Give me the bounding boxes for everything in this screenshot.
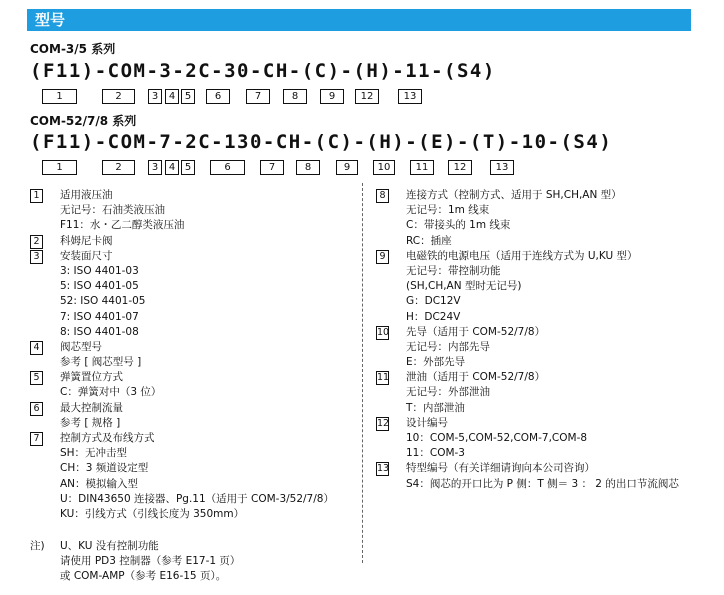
legend-text: G：DC12V (406, 295, 461, 308)
legend-number-box: 9 (376, 250, 389, 264)
legend-right-column (376, 188, 696, 492)
legend-line (30, 294, 360, 309)
legend-text: 5: ISO 4401-05 (60, 280, 139, 293)
part-number-box: 1 (42, 89, 77, 104)
legend-line (30, 370, 360, 385)
part-number-box: 3 (148, 89, 162, 104)
legend-number-box: 3 (30, 250, 43, 264)
legend-text: F11：水・乙二醇类液压油 (60, 219, 185, 232)
legend-line (376, 294, 696, 309)
legend-number-box: 10 (377, 326, 390, 338)
legend-line (376, 310, 696, 325)
legend-line (376, 416, 696, 431)
legend-text: 先导（适用于 COM-52/7/8） (406, 325, 546, 338)
part-number-box: 4 (165, 89, 179, 104)
legend-text: T：内部泄油 (406, 401, 465, 414)
legend-line (30, 340, 360, 355)
legend-number-box: 1 (30, 189, 43, 203)
legend-text: 最大控制流量 (60, 401, 123, 414)
legend-line (30, 492, 360, 507)
legend-text: U：DIN43650 连接器、Pg.11（适用于 COM-3/52/7/8） (60, 492, 334, 505)
legend-line (376, 249, 696, 264)
part-number-box: 12 (355, 89, 379, 104)
part-number-box: 7 (246, 89, 270, 104)
legend-line (30, 385, 360, 400)
note-line: 或 COM-AMP（参考 E16-15 页）。 (60, 570, 227, 583)
part-number-box: 6 (210, 160, 245, 175)
legend-number-box: 2 (30, 235, 43, 249)
section-header (27, 9, 691, 31)
legend-line (376, 477, 696, 492)
part-number-box: 12 (448, 160, 472, 175)
legend-text: AN：模拟输入型 (60, 477, 139, 490)
legend-number-box: 4 (30, 341, 43, 355)
legend-line (30, 264, 360, 279)
part-number-box: 5 (181, 89, 195, 104)
part-number-box: 1 (42, 160, 77, 175)
part-number-box: 4 (165, 160, 179, 175)
part-number-box: 10 (373, 160, 395, 175)
note-line: U、KU 没有控制功能 (60, 540, 159, 552)
legend-text: 参考 [ 规格 ] (60, 416, 121, 429)
legend-line (376, 370, 696, 385)
legend-text: CH：3 频道设定型 (60, 462, 149, 475)
model-code-2: (F11)-COM-7-2C-130-CH-(C)-(H)-(E)-(T)-10-(S4) (30, 131, 613, 153)
legend-line (30, 203, 360, 218)
legend-line (376, 340, 696, 355)
note-label: 注) (30, 540, 45, 552)
legend-number-box: 8 (376, 189, 389, 203)
legend-line (30, 401, 360, 416)
legend-line (376, 234, 696, 249)
legend-text: S4：阀芯的开口比为 P 侧：T 侧＝ 3 ： 2 的出口节流阀芯 (406, 477, 679, 490)
legend-line (30, 416, 360, 431)
part-number-box: 7 (260, 160, 284, 175)
legend-text: 阀芯型号 (60, 340, 102, 353)
legend-number-box: 13 (377, 463, 390, 475)
legend-line (376, 461, 696, 476)
legend-text: 连接方式（控制方式、适用于 SH,CH,AN 型） (406, 189, 622, 201)
legend-line (376, 264, 696, 279)
legend-line (376, 188, 696, 203)
legend-line (30, 310, 360, 325)
part-number-box: 11 (410, 160, 434, 175)
legend-left-column (30, 188, 360, 522)
legend-line (30, 218, 360, 233)
legend-text: RC：插座 (406, 234, 452, 247)
legend-text: SH：无冲击型 (60, 447, 128, 460)
legend-text: 7: ISO 4401-07 (60, 310, 139, 323)
legend-line (30, 477, 360, 492)
legend-text: 10：COM-5,COM-52,COM-7,COM-8 (406, 432, 588, 444)
legend-number-box: 12 (377, 417, 390, 429)
legend-number-box: 11 (377, 372, 390, 384)
legend-text: 设计编号 (406, 416, 448, 429)
legend-text: 52: ISO 4401-05 (60, 295, 146, 308)
legend-line (30, 325, 360, 340)
model-code-1: (F11)-COM-3-2C-30-CH-(C)-(H)-11-(S4) (30, 60, 496, 82)
legend-text: (SH,CH,AN 型时无记号) (406, 280, 522, 293)
note-line: 请使用 PD3 控制器（参考 E17-1 页） (60, 555, 241, 568)
part-number-box: 8 (283, 89, 307, 104)
legend-number-box: 7 (30, 432, 43, 446)
part-number-box: 2 (102, 89, 135, 104)
legend-text: 弹簧置位方式 (60, 371, 123, 384)
legend-text: 无记号：外部泄油 (406, 386, 490, 399)
part-number-box: 13 (398, 89, 422, 104)
legend-line (30, 461, 360, 476)
legend-text: KU：引线方式（引线长度为 350mm） (60, 507, 245, 520)
legend-text: 8: ISO 4401-08 (60, 325, 139, 338)
legend-line (376, 446, 696, 461)
part-number-box: 13 (490, 160, 514, 175)
legend-line (376, 325, 696, 340)
series-title-2: COM-52/7/8 系列 (30, 114, 137, 128)
legend-text: C：弹簧对中（3 位） (60, 386, 162, 399)
series-title-1: COM-3/5 系列 (30, 42, 116, 56)
legend-text: 11：COM-3 (406, 447, 465, 460)
part-number-box: 3 (148, 160, 162, 175)
legend-line (30, 431, 360, 446)
legend-text: 无记号：石油类液压油 (60, 204, 165, 217)
legend-text: 3: ISO 4401-03 (60, 264, 139, 277)
legend-number-box: 5 (30, 371, 43, 385)
legend-text: 无记号：带控制功能 (406, 264, 501, 277)
section-title: 型号 (35, 11, 66, 29)
legend-line (30, 507, 360, 522)
part-number-box: 2 (102, 160, 135, 175)
legend-line (376, 401, 696, 416)
legend-line (30, 446, 360, 461)
legend-number-box: 6 (30, 402, 43, 416)
legend-text: 泄油（适用于 COM-52/7/8） (406, 371, 546, 384)
legend-text: H：DC24V (406, 310, 461, 323)
legend-text: 电磁铁的电源电压（适用于连线方式为 U,KU 型） (406, 249, 638, 262)
legend-line (30, 279, 360, 294)
legend-text: 无记号：1m 线束 (406, 204, 490, 217)
legend-line (376, 355, 696, 370)
legend-text: 特型编号（有关详细请询向本公司咨询） (406, 462, 595, 475)
legend-line (376, 203, 696, 218)
legend-text: 科姆尼卡阀 (60, 234, 113, 247)
part-number-box: 9 (336, 160, 358, 175)
legend-text: 参考 [ 阀芯型号 ] (60, 356, 142, 369)
legend-line (30, 249, 360, 264)
part-number-box: 5 (181, 160, 195, 175)
legend-line (376, 218, 696, 233)
part-number-box: 6 (206, 89, 230, 104)
legend-text: 安装面尺寸 (60, 249, 113, 262)
legend-text: 无记号：内部先导 (406, 340, 490, 353)
part-number-box: 8 (296, 160, 320, 175)
legend-text: E：外部先导 (406, 356, 466, 369)
legend-text: 适用液压油 (60, 189, 113, 201)
part-number-box: 9 (320, 89, 344, 104)
legend-line (30, 234, 360, 249)
legend-text: 控制方式及布线方式 (60, 432, 155, 444)
legend-line (30, 355, 360, 370)
legend-line (376, 431, 696, 446)
column-divider (362, 183, 363, 563)
legend-line (376, 279, 696, 294)
legend-text: C：带接头的 1m 线束 (406, 219, 511, 232)
legend-line (30, 188, 360, 203)
legend-line (376, 385, 696, 400)
